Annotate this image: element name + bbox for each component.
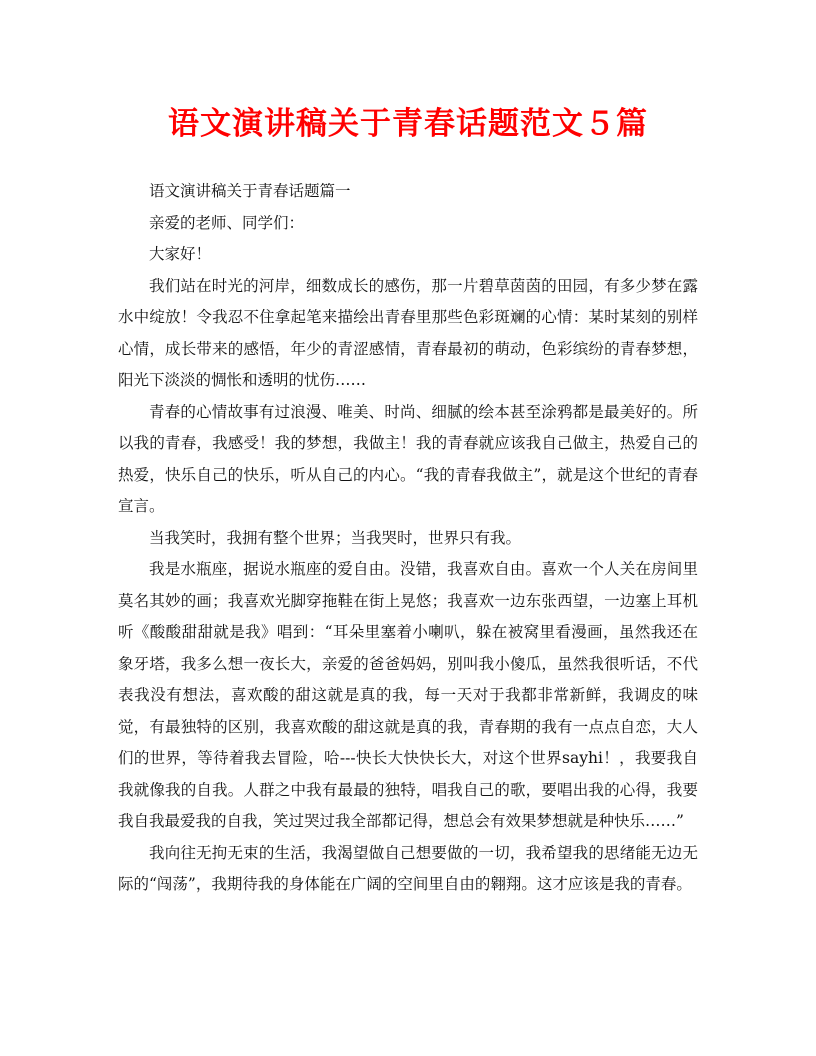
body-paragraph: 我是水瓶座，据说水瓶座的爱自由。没错，我喜欢自由。喜欢一个人关在房间里莫名其妙的画；我喜欢光脚穿拖鞋在街上晃悠；我喜欢一边东张西望，一边塞上耳机听《酸酸甜甜就是我》唱到：“耳朵里塞着小喇叭，躲在被窝里看漫画，虽然我还在象牙塔，我多么想一夜长大，亲爱的爸爸妈妈，别叫我小傻瓜，虽然我很听话，不代表我没有想法，喜欢酸的甜这就是真的我，每一天对于我都非常新鲜，我调皮的味觉，有最独特的区别，我喜欢酸的甜这就是真的我，青春期的我有一点点自恋，大人们的世界，等待着我去冒险，哈---快长大快快长大，对这个世界sayhi！，我要我自我就像我的自我。人群之中我有最最的独特，唱我自己的歌，要唱出我的心得，我要我自我最爱我的自我，笑过哭过我全部都记得，想总会有效果梦想就是种快乐……” [118,560,698,830]
body-paragraph: 我们站在时光的河岸，细数成长的感伤，那一片碧草茵茵的田园，有多少梦在露水中绽放！令我忍不住拿起笔来描绘出青春里那些色彩斑斓的心情：某时某刻的别样心情，成长带来的感悟，年少的青涩感情，青春最初的萌动，色彩缤纷的青春梦想，阳光下淡淡的惆怅和透明的忧伤…… [118,276,698,389]
body-paragraph: 当我笑时，我拥有整个世界；当我哭时，世界只有我。 [149,528,522,547]
salutation: 亲爱的老师、同学们： [149,213,305,232]
document-body [118,176,698,901]
body-paragraph: 我向往无拘无束的生活，我渴望做自己想要做的一切，我希望我的思绪能无边无际的“闯荡”，我期待我的身体能在广阔的空间里自由的翱翔。这才应该是我的青春。 [118,843,698,893]
document-title: 语文演讲稿关于青春话题范文５篇 [168,106,648,142]
section-heading: 语文演讲稿关于青春话题篇一 [149,182,351,200]
greeting: 大家好！ [149,245,212,263]
body-paragraph: 青春的心情故事有过浪漫、唯美、时尚、细腻的绘本甚至涂鸦都是最美好的。所以我的青春，我感受！我的梦想，我做主！我的青春就应该我自己做主，热爱自己的热爱，快乐自己的快乐，听从自己的内心。“我的青春我做主”，就是这个世纪的青春宣言。 [118,402,698,515]
